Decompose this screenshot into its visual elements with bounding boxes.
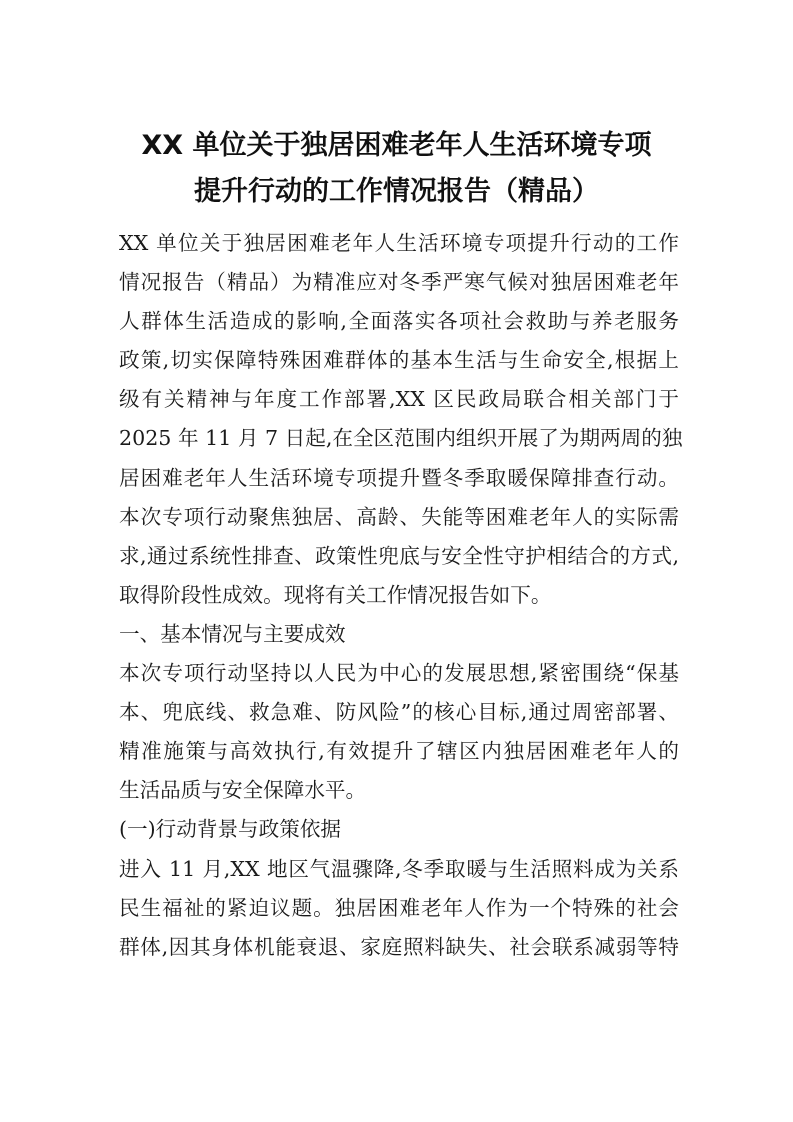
body-line: 民生福祉的紧迫议题。独居困难老年人作为一个特殊的社会: [119, 895, 679, 920]
body-line: 进入 11 月,XX 地区气温骤降,冬季取暖与生活照料成为关系: [119, 856, 679, 881]
document-title-line-1: XX 单位关于独居困难老年人生活环境专项: [141, 130, 652, 161]
body-line: 本次专项行动聚焦独居、高龄、失能等困难老年人的实际需: [119, 504, 679, 529]
body-line: XX 单位关于独居困难老年人生活环境专项提升行动的工作: [119, 231, 679, 255]
body-line: 群体,因其身体机能衰退、家庭照料缺失、社会联系减弱等特: [119, 934, 679, 959]
body-line: 求,通过系统性排查、政策性兜底与安全性守护相结合的方式,: [119, 543, 679, 568]
body-line: 级有关精神与年度工作部署,XX 区民政局联合相关部门于: [119, 387, 679, 412]
body-line: 生活品质与安全保障水平。: [119, 778, 367, 803]
body-line: 2025 年 11 月 7 日起,在全区范围内组织开展了为期两周的独: [119, 426, 683, 451]
document-body: [119, 224, 683, 967]
body-line: 政策,切实保障特殊困难群体的基本生活与生命安全,根据上: [119, 348, 679, 373]
section-heading: 一、基本情况与主要成效: [119, 621, 346, 646]
body-line: 本、兜底线、救急难、防风险”的核心目标,通过周密部署、: [119, 700, 679, 725]
body-line: 人群体生活造成的影响,全面落实各项社会救助与养老服务: [119, 309, 679, 334]
body-line: 取得阶段性成效。现将有关工作情况报告如下。: [119, 582, 552, 607]
body-line: 本次专项行动坚持以人民为中心的发展思想,紧密围绕“保基: [119, 661, 679, 686]
subsection-heading: (一)行动背景与政策依据: [119, 817, 342, 842]
document-title-line-2: 提升行动的工作情况报告（精品）: [194, 176, 599, 207]
body-line: 精准施策与高效执行,有效提升了辖区内独居困难老年人的: [119, 739, 679, 764]
body-line: 情况报告（精品）为精准应对冬季严寒气候对独居困难老年: [119, 270, 679, 295]
body-line: 居困难老年人生活环境专项提升暨冬季取暖保障排查行动。: [119, 465, 679, 490]
